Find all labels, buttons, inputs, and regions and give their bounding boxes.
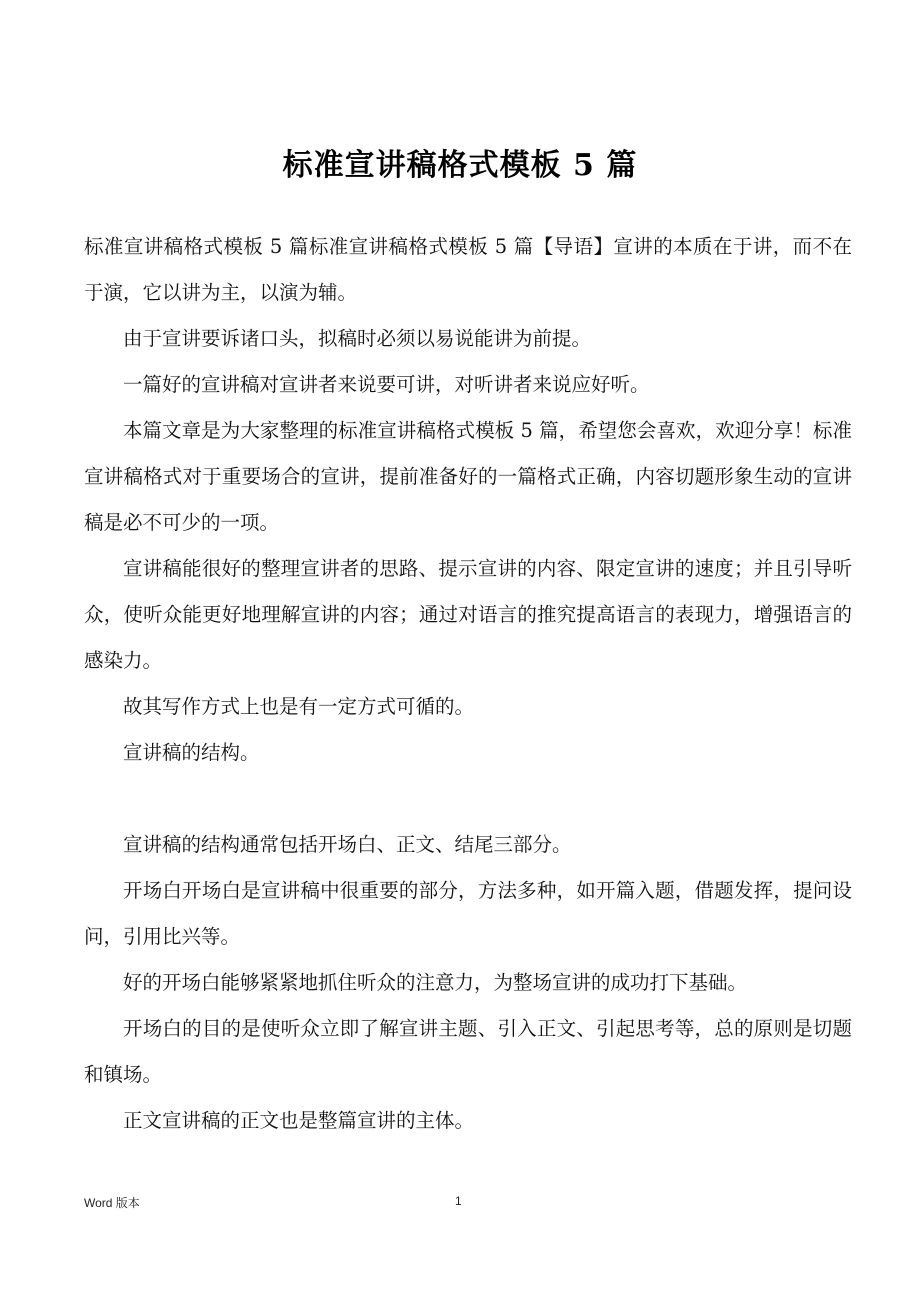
document-title: 标准宣讲稿格式模板 5 篇 (282, 148, 638, 183)
paragraph: 宣讲稿的结构通常包括开场白、正文、结尾三部分。 (123, 833, 572, 856)
paragraph: 宣讲稿能很好的整理宣讲者的思路、提示宣讲的内容、限定宣讲的速度；并且引导听众，使听众能更好地理解宣讲的内容；通过对语言的推究提高语言的表现力，增强语言的感染力。 (84, 557, 852, 672)
paragraph: 本篇文章是为大家整理的标准宣讲稿格式模板 5 篇，希望您会喜欢，欢迎分享！标准宣讲稿格式对于重要场合的宣讲，提前准备好的一篇格式正确，内容切题形象生动的宣讲稿是必不可少的一项。 (84, 419, 852, 534)
paragraph: 开场白开场白是宣讲稿中很重要的部分，方法多种，如开篇入题，借题发挥，提问设问，引用比兴等。 (84, 879, 852, 948)
paragraph: 一篇好的宣讲稿对宣讲者来说要可讲，对听讲者来说应好听。 (123, 373, 650, 396)
paragraph: 由于宣讲要诉诸口头，拟稿时必须以易说能讲为前提。 (123, 327, 592, 350)
paragraph: 正文宣讲稿的正文也是整篇宣讲的主体。 (123, 1109, 475, 1132)
paragraph: 标准宣讲稿格式模板 5 篇标准宣讲稿格式模板 5 篇【导语】宣讲的本质在于讲，而不在于演，它以讲为主，以演为辅。 (84, 235, 852, 304)
paragraph: 开场白的目的是使听众立即了解宣讲主题、引入正文、引起思考等，总的原则是切题和镇场。 (84, 1017, 852, 1086)
paragraph: 好的开场白能够紧紧地抓住听众的注意力，为整场宣讲的成功打下基础。 (123, 971, 748, 994)
document-body (84, 224, 852, 1144)
page-number: 1 (455, 1194, 462, 1208)
paragraph: 宣讲稿的结构。 (123, 741, 260, 764)
paragraph: 故其写作方式上也是有一定方式可循的。 (123, 695, 475, 718)
footer-label: Word 版本 (84, 1196, 140, 1210)
